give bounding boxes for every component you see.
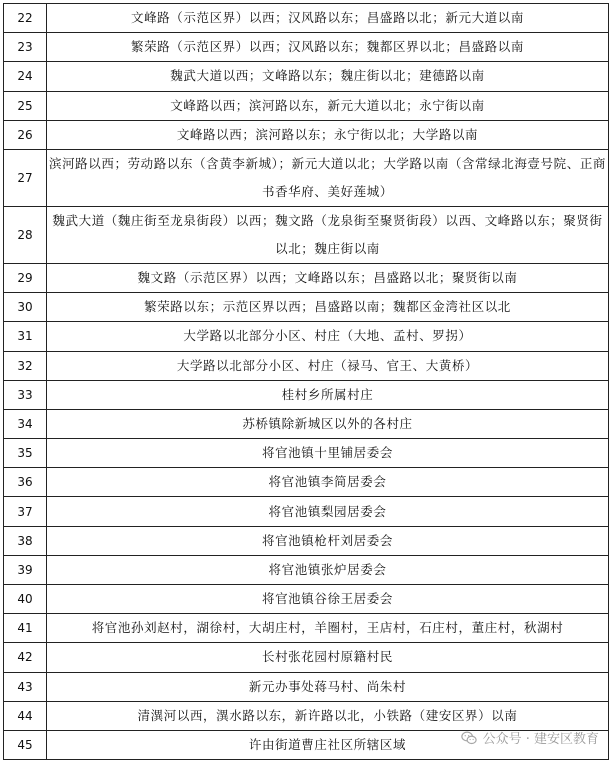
row-number: 32 xyxy=(4,351,47,380)
row-number: 25 xyxy=(4,91,47,120)
table-row xyxy=(4,555,609,584)
area-description: 将官池镇李简居委会 xyxy=(47,468,609,497)
table-row xyxy=(4,439,609,468)
area-description: 清潩河以西，潩水路以东，新许路以北，小铁路（建安区界）以南 xyxy=(47,701,609,730)
table-row xyxy=(4,263,609,292)
row-number: 43 xyxy=(4,672,47,701)
table-row xyxy=(4,497,609,526)
row-number: 33 xyxy=(4,380,47,409)
area-description: 将官池镇枪杆刘居委会 xyxy=(47,526,609,555)
row-number: 24 xyxy=(4,62,47,91)
row-number: 38 xyxy=(4,526,47,555)
table-row xyxy=(4,206,609,263)
row-number: 44 xyxy=(4,701,47,730)
area-description: 将官池孙刘赵村，湖徐村，大胡庄村，羊圈村，王店村，石庄村，董庄村，秋湖村 xyxy=(47,614,609,643)
table-row xyxy=(4,701,609,730)
area-description: 大学路以北部分小区、村庄（禄马、官王、大黄桥） xyxy=(47,351,609,380)
row-number: 35 xyxy=(4,439,47,468)
row-number: 23 xyxy=(4,33,47,62)
table-row xyxy=(4,672,609,701)
table-row xyxy=(4,293,609,322)
area-description: 许由街道曹庄社区所辖区域 xyxy=(47,730,609,759)
row-number: 34 xyxy=(4,409,47,438)
row-number: 29 xyxy=(4,263,47,292)
area-description: 将官池镇梨园居委会 xyxy=(47,497,609,526)
row-number: 28 xyxy=(4,206,47,263)
area-description: 魏武大道以西；文峰路以东；魏庄街以北；建德路以南 xyxy=(47,62,609,91)
area-description: 将官池镇张炉居委会 xyxy=(47,555,609,584)
table-row xyxy=(4,643,609,672)
row-number: 39 xyxy=(4,555,47,584)
row-number: 40 xyxy=(4,585,47,614)
area-description: 魏文路（示范区界）以西；文峰路以东；昌盛路以北；聚贤街以南 xyxy=(47,263,609,292)
table-body xyxy=(4,4,609,760)
table-row xyxy=(4,409,609,438)
row-number: 22 xyxy=(4,4,47,33)
school-district-table xyxy=(3,3,609,760)
row-number: 45 xyxy=(4,730,47,759)
row-number: 36 xyxy=(4,468,47,497)
table-row xyxy=(4,120,609,149)
row-number: 41 xyxy=(4,614,47,643)
row-number: 26 xyxy=(4,120,47,149)
area-description: 滨河路以西；劳动路以东（含黄李新城）；新元大道以北；大学路以南（含常绿北海壹号院、正商书香华府、美好莲城） xyxy=(47,149,609,206)
area-description: 大学路以北部分小区、村庄（大地、孟村、罗拐） xyxy=(47,322,609,351)
row-number: 30 xyxy=(4,293,47,322)
table-row xyxy=(4,4,609,33)
watermark-text: 公众号 · 建安区教育 xyxy=(482,732,599,747)
area-description: 将官池镇十里铺居委会 xyxy=(47,439,609,468)
area-description: 繁荣路以东；示范区界以西；昌盛路以南；魏都区金湾社区以北 xyxy=(47,293,609,322)
table-row xyxy=(4,526,609,555)
table-row xyxy=(4,585,609,614)
table-row xyxy=(4,149,609,206)
table-row xyxy=(4,614,609,643)
row-number: 42 xyxy=(4,643,47,672)
row-number: 31 xyxy=(4,322,47,351)
area-description: 苏桥镇除新城区以外的各村庄 xyxy=(47,409,609,438)
table-row xyxy=(4,62,609,91)
row-number: 37 xyxy=(4,497,47,526)
area-description: 文峰路以西；滨河路以东，新元大道以北；永宁街以南 xyxy=(47,91,609,120)
table-row xyxy=(4,380,609,409)
area-description: 将官池镇谷徐王居委会 xyxy=(47,585,609,614)
area-description: 文峰路（示范区界）以西；汉风路以东；昌盛路以北；新元大道以南 xyxy=(47,4,609,33)
area-description: 文峰路以西；滨河路以东；永宁街以北；大学路以南 xyxy=(47,120,609,149)
area-description: 桂村乡所属村庄 xyxy=(47,380,609,409)
area-description: 繁荣路（示范区界）以西；汉风路以东；魏都区界以北；昌盛路以南 xyxy=(47,33,609,62)
area-description: 长村张花园村原籍村民 xyxy=(47,643,609,672)
table-row xyxy=(4,322,609,351)
row-number: 27 xyxy=(4,149,47,206)
table-row xyxy=(4,33,609,62)
table-row xyxy=(4,91,609,120)
table-row xyxy=(4,351,609,380)
area-description: 魏武大道（魏庄街至龙泉街段）以西；魏文路（龙泉街至聚贤街段）以西、文峰路以东；聚贤街以北；魏庄街以南 xyxy=(47,206,609,263)
area-description: 新元办事处蒋马村、尚朱村 xyxy=(47,672,609,701)
table-row xyxy=(4,468,609,497)
table-row xyxy=(4,730,609,759)
